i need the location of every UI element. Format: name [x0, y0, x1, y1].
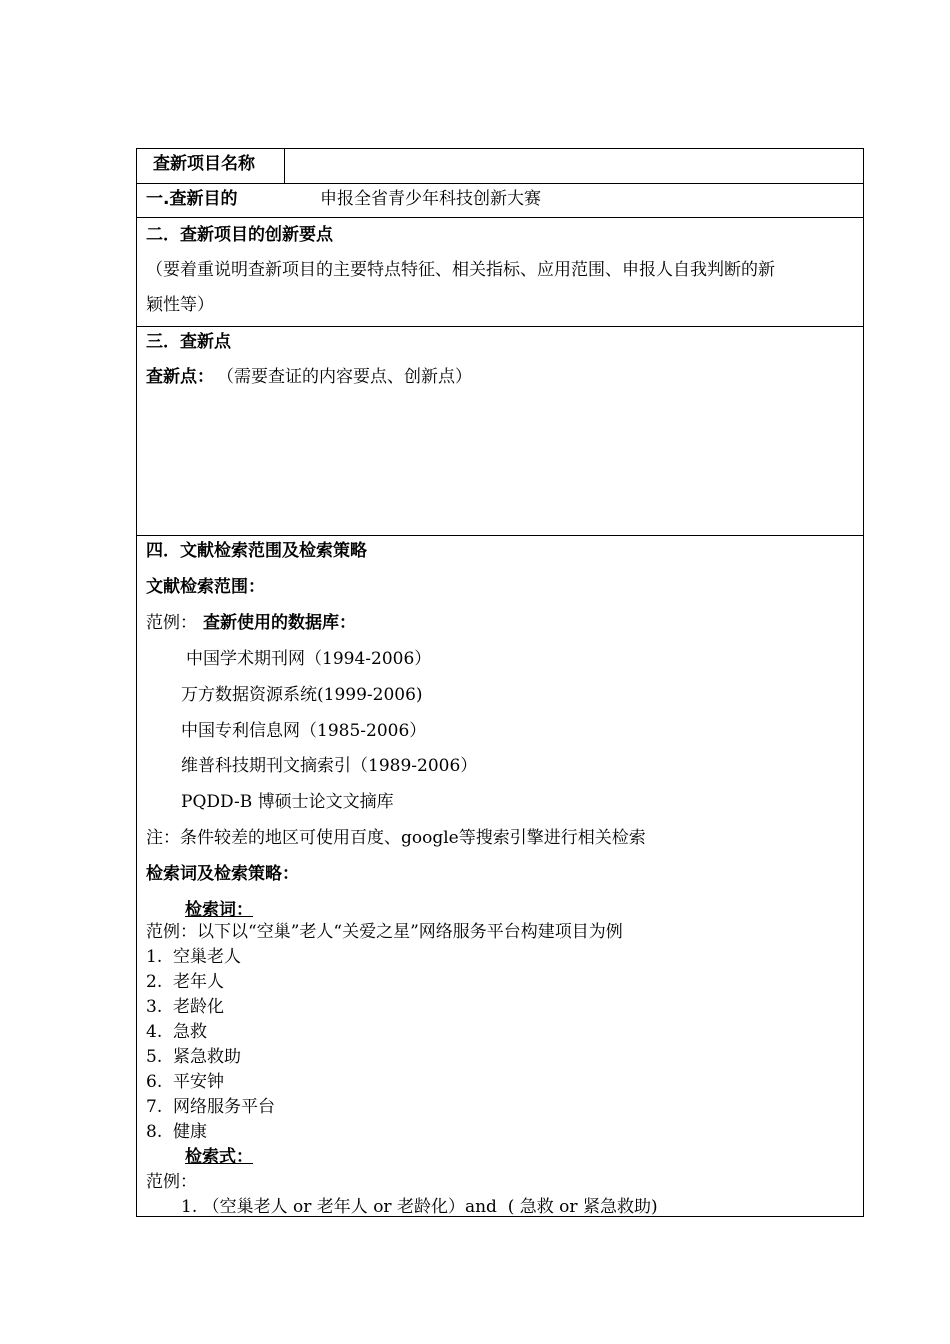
keyword-item: 8. 健康 [146, 1122, 208, 1142]
points-label: 查新点： [146, 367, 214, 387]
purpose-row [137, 184, 863, 218]
keyword-item: 6. 平安钟 [146, 1072, 225, 1092]
database-item: 中国学术期刊网（1994-2006） [186, 649, 432, 669]
formula-item: 1. （空巢老人 or 老年人 or 老龄化）and ( 急救 or 紧急救助) [181, 1197, 658, 1217]
database-item: PQDD-B 博硕士论文文摘库 [181, 792, 394, 812]
example-prefix: 范例： [146, 613, 197, 633]
innovation-hint-cont: 颖性等） [146, 295, 214, 315]
innovation-heading: 二．查新项目的创新要点 [146, 225, 333, 245]
project-name-row [137, 149, 863, 184]
points-hint: （需要查证的内容要点、创新点） [217, 367, 472, 387]
keyword-item: 7. 网络服务平台 [146, 1097, 276, 1117]
keyword-item: 2. 老年人 [146, 972, 225, 992]
database-label: 查新使用的数据库： [203, 613, 356, 633]
search-engine-note: 注：条件较差的地区可使用百度、google等搜索引擎进行相关检索 [146, 828, 646, 848]
keyword-item: 1. 空巢老人 [146, 947, 242, 967]
database-item: 维普科技期刊文摘索引（1989-2006） [181, 756, 478, 776]
search-heading: 四．文献检索范围及检索策略 [146, 541, 367, 561]
keywords-label: 检索词： [185, 900, 253, 920]
strategy-label: 检索词及检索策略： [146, 864, 299, 884]
novelty-search-form [136, 148, 864, 1217]
innovation-row [137, 218, 863, 327]
keyword-item: 5. 紧急救助 [146, 1047, 242, 1067]
keywords-example: 范例：以下以“空巢”老人“关爱之星”网络服务平台构建项目为例 [146, 922, 623, 942]
database-item: 万方数据资源系统(1999-2006) [181, 685, 423, 705]
formula-example: 范例： [146, 1172, 197, 1192]
points-heading: 三．查新点 [146, 332, 231, 352]
scope-label: 文献检索范围： [146, 577, 265, 597]
keyword-item: 4. 急救 [146, 1022, 208, 1042]
cell-divider [284, 149, 285, 183]
keyword-item: 3. 老龄化 [146, 997, 225, 1017]
literature-search-row [137, 536, 863, 1216]
database-item: 中国专利信息网（1985-2006） [181, 721, 427, 741]
purpose-label: 一.查新目的 [146, 189, 238, 209]
formula-label: 检索式： [185, 1147, 253, 1167]
search-points-row [137, 327, 863, 536]
project-name-label: 查新项目名称 [153, 154, 255, 174]
purpose-value: 申报全省青少年科技创新大赛 [320, 189, 541, 209]
innovation-hint: （要着重说明查新项目的主要特点特征、相关指标、应用范围、申报人自我判断的新 [146, 260, 775, 280]
